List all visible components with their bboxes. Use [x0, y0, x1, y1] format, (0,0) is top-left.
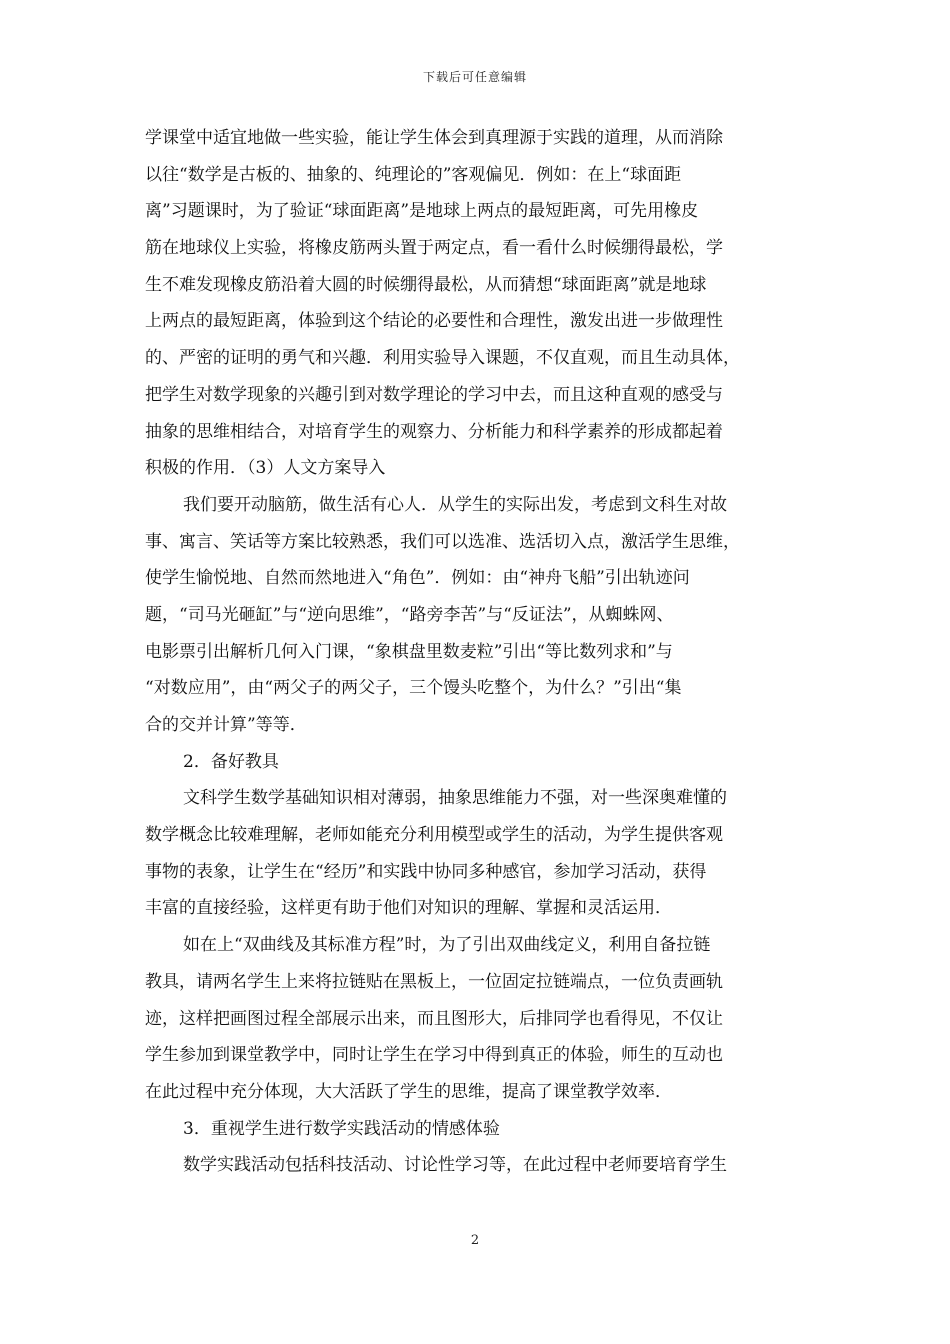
text-line: 事、寓言、笑话等方案比较熟悉，我们可以选准、选活切入点，激活学生思维，: [145, 531, 740, 552]
text-line: 教具，请两名学生上来将拉链贴在黑板上，一位固定拉链端点，一位负责画轨: [145, 971, 723, 992]
section-heading: 3．重视学生进行数学实践活动的情感体验: [183, 1118, 500, 1139]
text-line: 生不难发现橡皮筋沿着大圆的时候绷得最松，从而猜想“球面距离”就是地球: [145, 274, 707, 295]
text-line: 筋在地球仪上实验，将橡皮筋两头置于两定点，看一看什么时候绷得最松，学: [145, 238, 723, 259]
paragraph-first-line: 如在上“双曲线及其标准方程”时，为了引出双曲线定义，利用自备拉链: [183, 935, 711, 956]
text-line: 迹，这样把画图过程全部展示出来，而且图形大，后排同学也看得见，不仅让: [145, 1008, 723, 1029]
text-line: 合的交并计算”等等．: [145, 715, 307, 735]
text-line: 事物的表象，让学生在“经历”和实践中协同多种感官，参加学习活动，获得: [145, 861, 707, 882]
text-line: “对数应用”，由“两父子的两父子，三个馒头吃整个，为什么？”引出“集: [145, 678, 682, 699]
text-line: 以往“数学是古板的、抽象的、纯理论的”客观偏见．例如：在上“球面距: [145, 164, 682, 185]
text-line: 数学概念比较难理解，老师如能充分利用模型或学生的活动，为学生提供客观: [145, 825, 723, 846]
text-line: 电影票引出解析几何入门课，“象棋盘里数麦粒”引出“等比数列求和”与: [145, 641, 673, 662]
section-heading: 2．备好教具: [183, 751, 279, 772]
text-line: 抽象的思维相结合，对培育学生的观察力、分析能力和科学素养的形成都起着: [145, 421, 723, 442]
document-body: [145, 126, 813, 1190]
text-line: 的、严密的证明的勇气和兴趣．利用实验导入课题，不仅直观，而且生动具体，: [145, 348, 740, 369]
paragraph-first-line: 文科学生数学基础知识相对薄弱，抽象思维能力不强，对一些深奥难懂的: [183, 788, 727, 809]
text-line: 学课堂中适宜地做一些实验，能让学生体会到真理源于实践的道理，从而消除: [145, 128, 723, 148]
text-line: 上两点的最短距离，体验到这个结论的必要性和合理性，激发出进一步做理性: [145, 311, 723, 332]
page-header: 下载后可任意编辑: [422, 70, 527, 84]
text-line: 丰富的直接经验，这样更有助于他们对知识的理解、掌握和灵活运用．: [145, 898, 672, 919]
text-line: 题，“司马光砸缸”与“逆向思维”，“路旁李苦”与“反证法”，从蜘蛛网、: [145, 604, 674, 625]
text-line: 在此过程中充分体现，大大活跃了学生的思维，提高了课堂教学效率．: [145, 1081, 672, 1102]
text-line: 离”习题课时，为了验证“球面距离”是地球上两点的最短距离，可先用橡皮: [145, 201, 699, 222]
text-line: 学生参加到课堂教学中，同时让学生在学习中得到真正的体验，师生的互动也: [145, 1045, 723, 1066]
paragraph-first-line: 我们要开动脑筋，做生活有心人．从学生的实际出发，考虑到文科生对故: [183, 494, 727, 515]
text-line: 积极的作用．（3）人文方案导入: [145, 458, 386, 479]
text-line: 把学生对数学现象的兴趣引到对数学理论的学习中去，而且这种直观的感受与: [145, 384, 723, 405]
page-number: 2: [470, 1233, 480, 1248]
paragraph-first-line: 数学实践活动包括科技活动、讨论性学习等，在此过程中老师要培育学生: [183, 1155, 727, 1176]
text-line: 使学生愉悦地、自然而然地进入“角色”．例如：由“神舟飞船”引出轨迹问: [145, 568, 690, 589]
